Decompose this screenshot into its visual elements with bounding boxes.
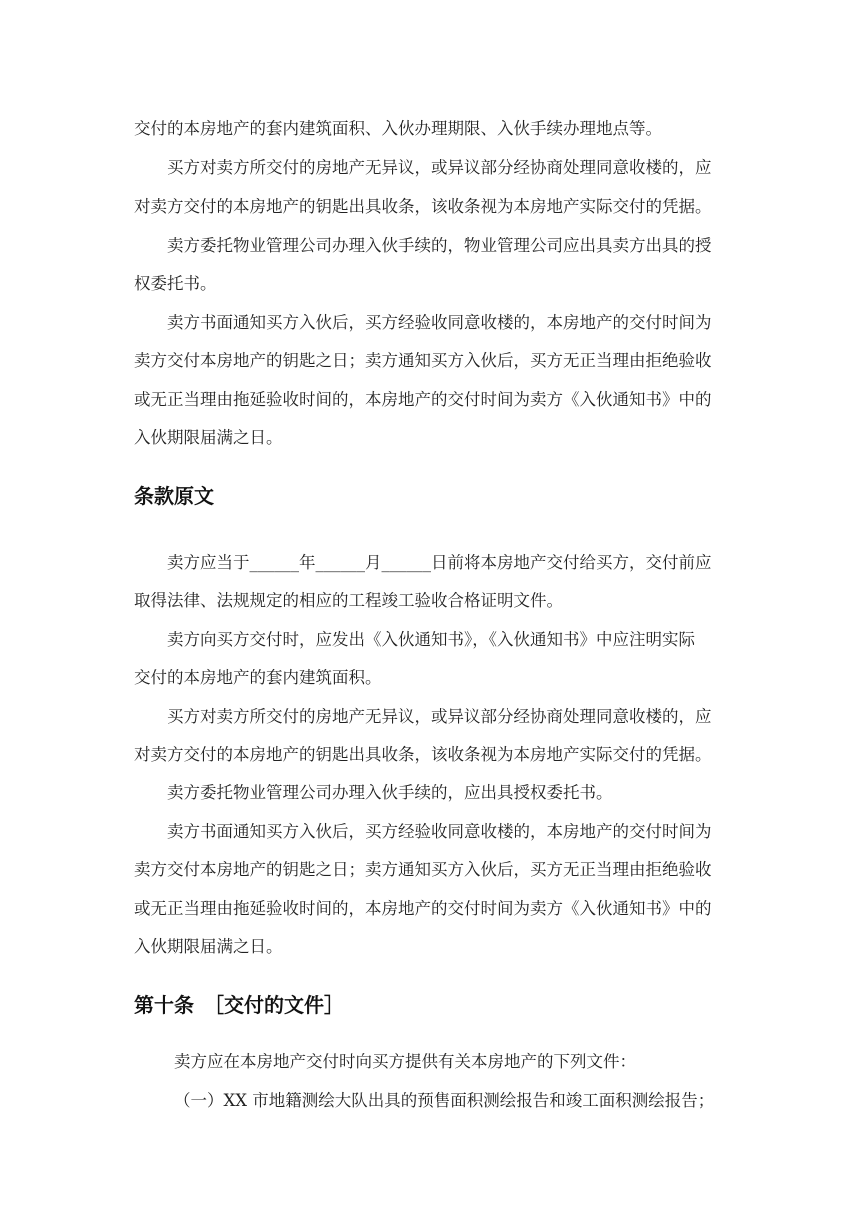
paragraph-line: 入伙期限届满之日。 <box>134 428 283 447</box>
paragraph-line: 入伙期限届满之日。 <box>134 937 283 956</box>
paragraph-line: 买方对卖方所交付的房地产无异议，或异议部分经协商处理同意收楼的，应 <box>167 707 712 726</box>
paragraph-line: 交付的本房地产的套内建筑面积。 <box>134 668 382 687</box>
paragraph-line: 对卖方交付的本房地产的钥匙出具收条，该收条视为本房地产实际交付的凭据。 <box>134 197 712 216</box>
list-item: （一）XX 市地籍测绘大队出具的预售面积测绘报告和竣工面积测绘报告； <box>174 1091 715 1110</box>
paragraph-line: 或无正当理由拖延验收时间的，本房地产的交付时间为卖方《入伙通知书》中的 <box>134 899 712 918</box>
paragraph-line: 或无正当理由拖延验收时间的，本房地产的交付时间为卖方《入伙通知书》中的 <box>134 390 712 409</box>
section-heading: 条款原文 <box>134 484 214 508</box>
paragraph-line: 卖方书面通知买方入伙后，买方经验收同意收楼的，本房地产的交付时间为 <box>167 822 712 841</box>
paragraph-line: 卖方向买方交付时，应发出《入伙通知书》，《入伙通知书》中应注明实际 <box>167 630 695 649</box>
paragraph-line: 买方对卖方所交付的房地产无异议，或异议部分经协商处理同意收楼的，应 <box>167 158 712 177</box>
paragraph-line: 卖方应在本房地产交付时向买方提供有关本房地产的下列文件： <box>174 1052 636 1071</box>
paragraph-line: 卖方交付本房地产的钥匙之日；卖方通知买方入伙后，买方无正当理由拒绝验收 <box>134 351 712 370</box>
paragraph-line: 卖方委托物业管理公司办理入伙手续的，物业管理公司应出具卖方出具的授 <box>167 236 712 255</box>
paragraph-line: 交付的本房地产的套内建筑面积、入伙办理期限、入伙手续办理地点等。 <box>134 119 662 138</box>
paragraph-line: 卖方应当于______年______月______日前将本房地产交付给买方，交付前应 <box>167 553 712 572</box>
paragraph-line: 卖方委托物业管理公司办理入伙手续的，应出具授权委托书。 <box>167 783 613 802</box>
paragraph-line: 卖方书面通知买方入伙后，买方经验收同意收楼的，本房地产的交付时间为 <box>167 313 712 332</box>
paragraph-line: 卖方交付本房地产的钥匙之日；卖方通知买方入伙后，买方无正当理由拒绝验收 <box>134 860 712 879</box>
paragraph-line: 对卖方交付的本房地产的钥匙出具收条，该收条视为本房地产实际交付的凭据。 <box>134 745 712 764</box>
article-heading: 第十条 ［交付的文件］ <box>134 993 344 1017</box>
paragraph-line: 权委托书。 <box>134 274 217 293</box>
paragraph-line: 取得法律、法规规定的相应的工程竣工验收合格证明文件。 <box>134 591 563 610</box>
